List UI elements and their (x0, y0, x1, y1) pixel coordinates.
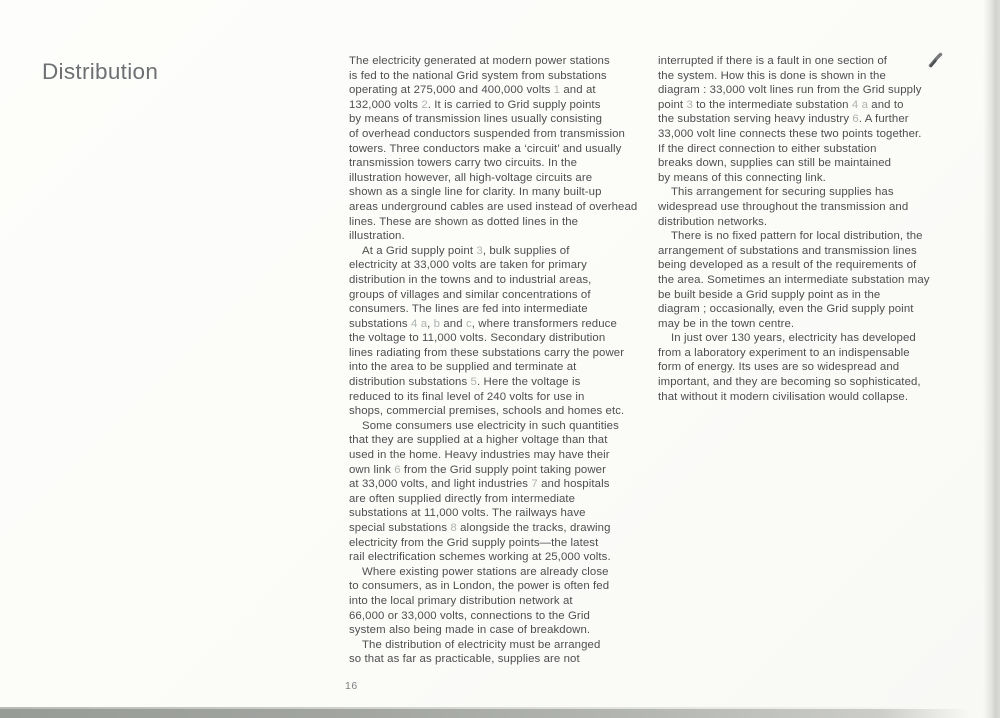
paragraph (658, 229, 974, 331)
text-line: The electricity generated at modern power stations (349, 55, 610, 67)
text-line: at 33,000 volts, and light industries 7 and hospitals (349, 478, 610, 491)
paragraph (658, 331, 974, 404)
text-line: interrupted if there is a fault in one section of (658, 55, 888, 67)
text-line: own link 6 from the Grid supply point taking power (349, 463, 606, 476)
text-line: are often supplied directly from intermediate (349, 492, 576, 505)
text-line: In just over 130 years, electricity has developed (671, 332, 916, 345)
text-line: of overhead conductors suspended from transmission (349, 127, 625, 140)
paragraph (349, 54, 665, 244)
text-line: system also being made in case of breakdown. (349, 624, 591, 637)
text-line: Some consumers use electricity in such quantities (362, 419, 619, 432)
text-line: groups of villages and similar concentrations of (349, 288, 591, 301)
text-line: be built beside a Grid supply point as in the (658, 288, 881, 301)
text-line: diagram ; occasionally, even the Grid supply point (658, 303, 914, 316)
text-line: point 3 to the intermediate substation 4 a and to (658, 98, 904, 111)
text-line: distribution substations 5. Here the voltage is (349, 376, 581, 389)
text-line: to consumers, as in London, the power is often fed (349, 580, 610, 593)
text-line: the system. How this is done is shown in the (658, 69, 886, 82)
text-line: transmission towers carry two circuits. In the (349, 157, 578, 170)
text-line: into the local primary distribution network at (349, 594, 573, 607)
text-line: that they are supplied at a higher voltage than that (349, 434, 608, 447)
figure-reference: 3 (686, 98, 693, 111)
text-line: 33,000 volt line connects these two points together. (658, 127, 922, 140)
text-line: consumers. The lines are fed into intermediate (349, 303, 588, 316)
figure-reference: 2 (421, 98, 428, 111)
figure-reference: b (433, 317, 441, 330)
text-line: being developed as a result of the requirements of (658, 259, 917, 272)
text-line: illustration however, all high-voltage circuits are (349, 171, 593, 184)
pen-tick-icon (928, 52, 946, 69)
text-line: widespread use throughout the transmission and (658, 200, 909, 213)
figure-reference: 3 (476, 244, 483, 257)
text-line: shown as a single line for clarity. In many built-up (349, 186, 602, 199)
text-line: rail electrification schemes working at 25,000 volts. (349, 551, 611, 564)
text-line: is fed to the national Grid system from substations (349, 69, 607, 82)
text-line: lines radiating from these substations carry the power (349, 346, 625, 359)
text-line: breaks down, supplies can still be maintained (658, 157, 892, 170)
text-line: the substation serving heavy industry 6. A further (658, 113, 909, 126)
figure-reference: 6 (394, 463, 401, 476)
book-page-edge (983, 0, 1000, 718)
paragraph (349, 638, 665, 667)
page-number: 16 (345, 680, 358, 692)
text-line: 66,000 or 33,000 volts, connections to the Grid (349, 609, 590, 622)
text-line: towers. Three conductors make a ‘circuit’ and usually (349, 142, 622, 155)
text-line: If the direct connection to either substation (658, 142, 877, 155)
figure-reference: 4 a (851, 98, 869, 111)
text-line: reduced to its final level of 240 volts for use in (349, 390, 585, 403)
figure-reference: 7 (531, 478, 538, 491)
figure-reference: c (465, 317, 472, 330)
paragraph (658, 185, 974, 229)
text-line: special substations 8 alongside the tracks, drawing (349, 522, 611, 534)
text-line: substations at 11,000 volts. The railways have (349, 507, 586, 520)
page-title: Distribution (42, 59, 159, 85)
text-column-left (349, 54, 665, 667)
text-line: arrangement of substations and transmission lines (658, 244, 917, 257)
text-line: so that as far as practicable, supplies are not (349, 653, 580, 666)
paragraph (349, 244, 665, 419)
text-line: from a laboratory experiment to an indispensable (658, 346, 910, 359)
text-line: electricity from the Grid supply points—the latest (349, 536, 599, 549)
text-line: electricity at 33,000 volts are taken for primary (349, 259, 587, 272)
text-line: substations 4 a, b and c, where transformers reduce (349, 317, 617, 330)
text-line: distribution networks. (658, 215, 768, 228)
text-line: into the area to be supplied and terminate at (349, 361, 577, 374)
text-line: may be in the town centre. (658, 317, 795, 330)
text-line: form of energy. Its uses are so widespread and (658, 361, 900, 374)
text-line: At a Grid supply point 3, bulk supplies of (362, 244, 570, 257)
text-line: used in the home. Heavy industries may have their (349, 449, 610, 462)
text-line: This arrangement for securing supplies has (671, 186, 894, 199)
text-line: The distribution of electricity must be arranged (362, 638, 601, 651)
figure-reference: 4 a (411, 317, 428, 330)
text-line: important, and they are becoming so sophisticated, (658, 376, 921, 389)
text-line: shops, commercial premises, schools and homes etc. (349, 405, 625, 418)
text-line: areas underground cables are used instead of overhead (349, 200, 638, 213)
text-line: distribution in the towns and to industrial areas, (349, 273, 592, 286)
text-line: the area. Sometimes an intermediate substation may (658, 273, 930, 286)
text-line: by means of transmission lines usually consisting (349, 113, 603, 126)
text-line: that without it modern civilisation would collapse. (658, 390, 909, 403)
figure-reference: 5 (470, 376, 477, 389)
text-line: diagram : 33,000 volt lines run from the Grid supply (658, 84, 922, 97)
paragraph (658, 54, 974, 185)
text-column-right (658, 54, 974, 404)
scan-bottom-edge (0, 709, 1000, 718)
text-line: by means of this connecting link. (658, 171, 826, 184)
text-line: There is no fixed pattern for local distribution, the (671, 230, 923, 243)
paragraph (349, 419, 665, 565)
figure-reference: 6 (852, 113, 859, 126)
figure-reference: 8 (450, 522, 457, 534)
text-line: illustration. (349, 230, 405, 243)
text-line: operating at 275,000 and 400,000 volts 1 and at (349, 84, 596, 97)
paragraph (349, 565, 665, 638)
text-line: 132,000 volts 2. It is carried to Grid supply points (349, 98, 601, 111)
figure-reference: 1 (553, 84, 561, 97)
text-line: the voltage to 11,000 volts. Secondary distribution (349, 332, 606, 345)
text-line: Where existing power stations are already close (362, 565, 609, 578)
text-line: lines. These are shown as dotted lines in the (349, 215, 579, 228)
